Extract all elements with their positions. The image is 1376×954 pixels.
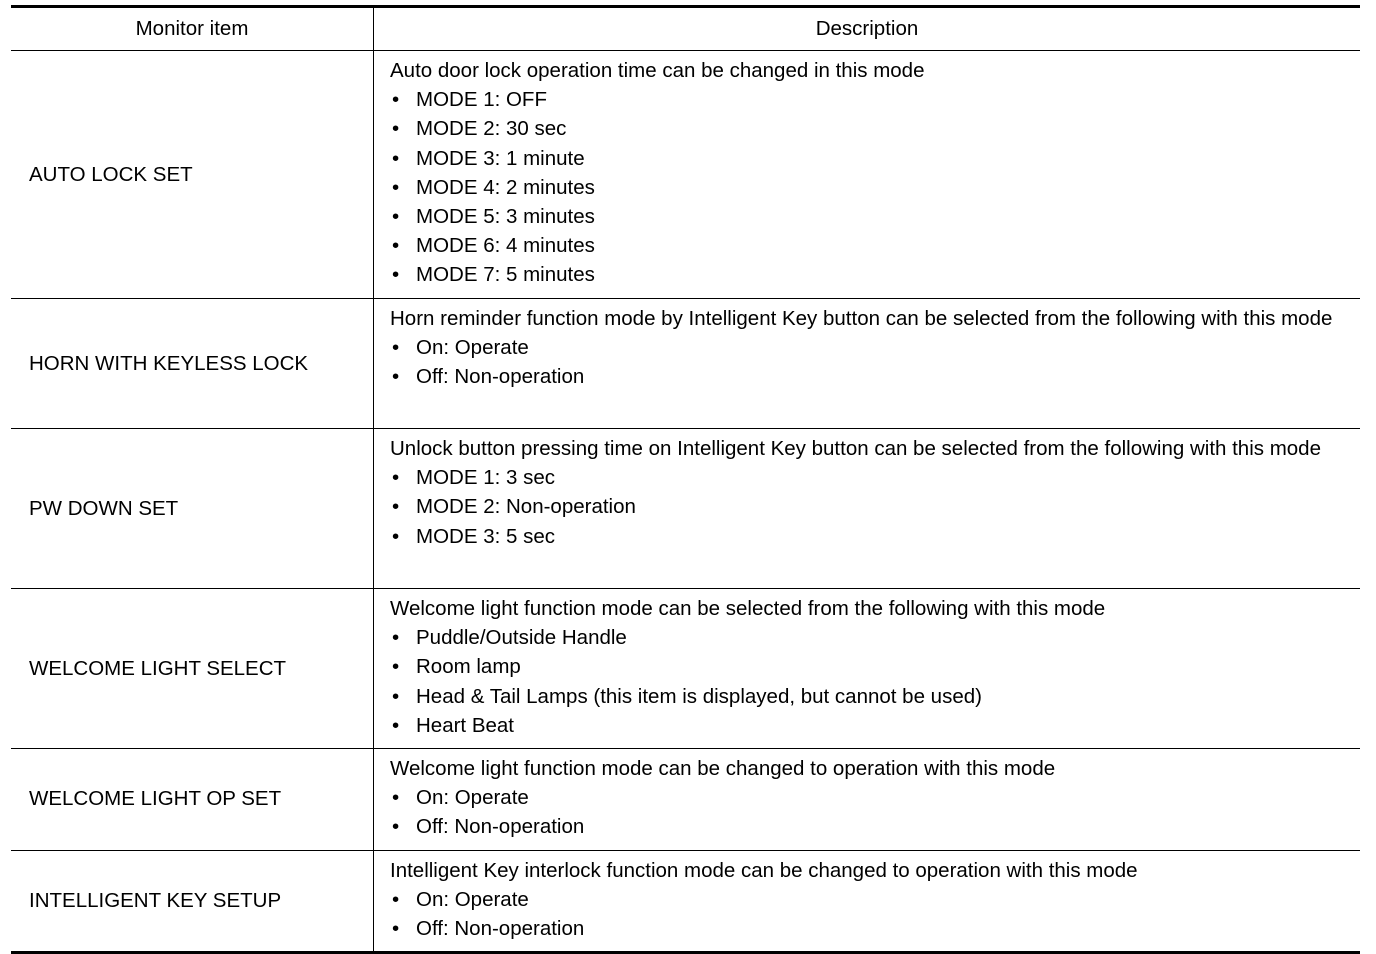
bullet-icon: • [392,524,400,548]
bullet-text: MODE 2: 30 sec [416,117,567,141]
bullet-text: On: Operate [416,887,529,911]
bullet-item [390,362,1350,391]
description-cell [374,850,1361,953]
bullet-item [390,652,1350,681]
bullet-icon: • [392,234,400,258]
bullet-text: MODE 6: 4 minutes [416,234,595,258]
bullet-text: Head & Tail Lamps (this item is displayed, but cannot be used) [416,684,982,708]
bullet-item [390,711,1350,740]
bullet-item [390,522,1350,551]
bullet-icon: • [392,365,400,389]
description-intro: Welcome light function mode can be selected from the following with this mode [390,597,1106,620]
bullet-icon: • [392,684,400,708]
bullet-text: Puddle/Outside Handle [416,626,627,650]
bullet-icon: • [392,495,400,519]
header-row [11,7,1360,51]
bullet-item [390,202,1350,231]
bullet-text: On: Operate [416,336,529,360]
monitor-item-table [11,5,1360,954]
bullet-text: MODE 4: 2 minutes [416,175,595,199]
table-row [11,51,1360,299]
bullet-icon: • [392,336,400,360]
bullet-icon: • [392,88,400,112]
description-cell [374,51,1361,299]
bullet-text: MODE 3: 1 minute [416,146,585,170]
bullet-icon: • [392,263,400,287]
description-cell [374,299,1361,429]
bullet-icon: • [392,205,400,229]
bullet-icon: • [392,815,400,839]
bullet-icon: • [392,175,400,199]
bullet-text: MODE 2: Non-operation [416,495,636,519]
bullet-text: MODE 1: OFF [416,88,547,112]
bullet-text: Off: Non-operation [416,815,585,839]
bullet-text: Off: Non-operation [416,917,585,941]
bullet-item [390,812,1350,841]
bullet-text: MODE 5: 3 minutes [416,205,595,229]
bullet-item [390,114,1350,143]
description-intro: Welcome light function mode can be changed to operation with this mode [390,757,1056,781]
monitor-item: WELCOME LIGHT OP SET [11,749,374,851]
bullet-item [390,173,1350,202]
table-row [11,850,1360,953]
bullet-item [390,914,1350,943]
description-intro: Unlock button pressing time on Intelligent Key button can be selected from the following with this mode [390,437,1321,460]
bullet-item [390,333,1350,362]
bullet-item [390,492,1350,521]
table-row [11,299,1360,429]
bullet-text: MODE 3: 5 sec [416,524,555,548]
bullet-icon: • [392,146,400,170]
bullet-text: On: Operate [416,786,529,810]
monitor-item: WELCOME LIGHT SELECT [11,589,374,749]
bullet-item [390,783,1350,812]
bullet-item [390,463,1350,492]
bullet-item [390,85,1350,114]
monitor-item: INTELLIGENT KEY SETUP [11,850,374,953]
bullet-item [390,231,1350,260]
description-cell [374,749,1361,851]
table-row [11,589,1360,749]
bullet-text: Off: Non-operation [416,365,585,389]
monitor-item: AUTO LOCK SET [11,51,374,299]
bullet-text: Room lamp [416,655,521,679]
bullet-icon: • [392,713,400,737]
header-description: Description [374,7,1361,51]
description-cell [374,429,1361,589]
bullet-item [390,623,1350,652]
bullet-icon: • [392,117,400,141]
bullet-icon: • [392,917,400,941]
bullet-item [390,144,1350,173]
table-row [11,429,1360,589]
monitor-item: PW DOWN SET [11,429,374,589]
description-intro: Horn reminder function mode by Intelligent Key button can be selected from the following with this mode [390,307,1333,330]
bullet-icon: • [392,786,400,810]
monitor-item: HORN WITH KEYLESS LOCK [11,299,374,429]
bullet-item [390,885,1350,914]
bullet-icon: • [392,655,400,679]
table-row [11,749,1360,851]
bullet-icon: • [392,626,400,650]
bullet-item [390,260,1350,289]
description-intro: Intelligent Key interlock function mode can be changed to operation with this mode [390,858,1138,882]
description-intro: Auto door lock operation time can be changed in this mode [390,59,925,82]
bullet-text: MODE 1: 3 sec [416,466,555,490]
bullet-text: Heart Beat [416,713,514,737]
bullet-item [390,682,1350,711]
bullet-icon: • [392,466,400,490]
description-cell [374,589,1361,749]
bullet-icon: • [392,887,400,911]
header-monitor-item: Monitor item [11,7,374,51]
bullet-text: MODE 7: 5 minutes [416,263,595,287]
